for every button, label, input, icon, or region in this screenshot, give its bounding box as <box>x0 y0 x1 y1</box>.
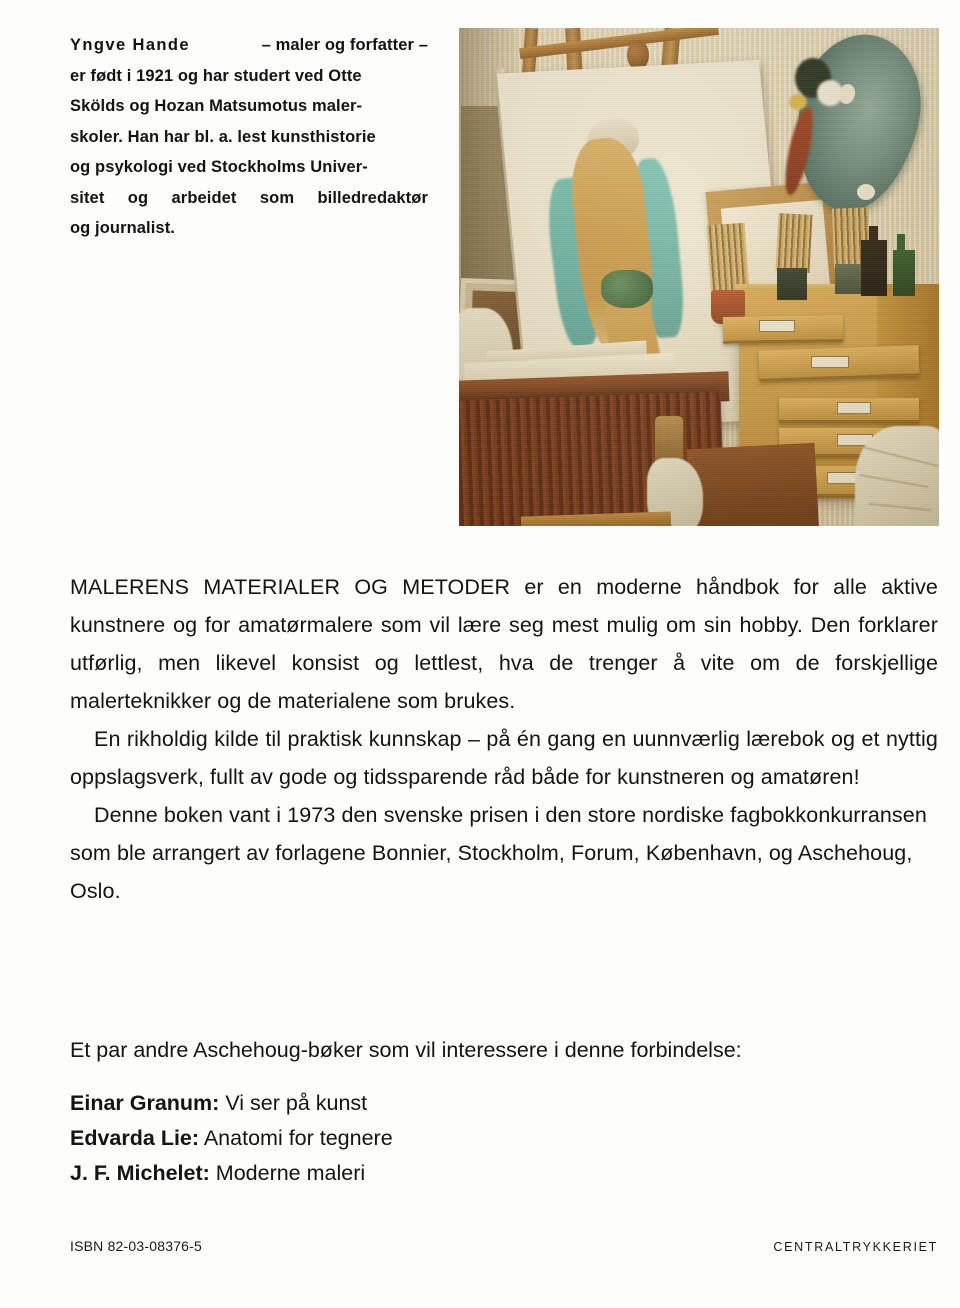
dark-jar <box>777 268 807 300</box>
related-book-author: Einar Granum: <box>70 1091 220 1115</box>
green-bottle <box>893 250 915 296</box>
brush-bundle-mid <box>776 213 813 273</box>
bio-line-6: sitet og arbeidet som billedredaktør <box>70 188 428 207</box>
palette-hole-lower <box>857 184 875 200</box>
bio-line-1: Yngve Hande – maler og forfatter – <box>70 36 428 54</box>
blurb-paragraph-3: Denne boken vant i 1973 den svenske prisen i den store nordiske fagbokkonkurransen som ble arrangert av forlagene Bonnier, Stockholm, Forum, København, og Aschehoug, Oslo. <box>70 803 927 903</box>
drawer-label-3 <box>837 402 871 414</box>
bio-line-4: skoler. Han har bl. a. lest kunsthistorie <box>70 127 376 146</box>
isbn-number: ISBN 82-03-08376-5 <box>70 1238 203 1254</box>
related-book-title: Moderne maleri <box>215 1161 366 1185</box>
related-book-author: Edvarda Lie: <box>70 1126 200 1150</box>
related-book-title: Anatomi for tegnere <box>203 1126 393 1150</box>
related-book-item <box>70 1121 890 1156</box>
bio-line-7: og journalist. <box>70 219 175 237</box>
author-bio-block <box>70 30 428 244</box>
related-book-item <box>70 1156 890 1191</box>
related-book-item <box>70 1086 890 1121</box>
drawer-label-1 <box>759 320 795 332</box>
blurb-paragraph-1: MALERENS MATERIALER OG METODER er en moderne håndbok for alle aktive kunstnere og for amatørmalere som vil lære seg mest mulig om sin hobby. Den forklarer utførlig, men likevel konsist og lettlest, hva de trenger å vite om de forskjellige malerteknikker og de materialene som brukes. <box>70 575 938 713</box>
dark-bottle <box>861 240 887 296</box>
foreground-shelf <box>687 443 820 526</box>
blurb-text <box>70 568 938 910</box>
studio-photograph <box>459 28 939 526</box>
drawer-label-2 <box>811 356 849 368</box>
related-book-author: J. F. Michelet: <box>70 1161 210 1185</box>
related-books-list <box>70 1086 890 1191</box>
related-books-intro: Et par andre Aschehoug-bøker som vil interessere i denne forbindelse: <box>70 1038 742 1062</box>
printer-name: CENTRALTRYKKERIET <box>773 1240 938 1254</box>
related-book-title: Vi ser på kunst <box>225 1091 368 1115</box>
blurb-paragraph-2: En rikholdig kilde til praktisk kunnskap – på én gang en uunnværlig lærebok og et nyttig oppslagsverk, fullt av gode og tidssparende råd både for kunstneren og amatøren! <box>70 727 938 789</box>
bio-line-5: og psykologi ved Stockholms Univer- <box>70 158 368 176</box>
green-vase <box>601 270 653 308</box>
bio-line-2: er født i 1921 og har studert ved Otte <box>70 66 362 85</box>
page-footer <box>70 1238 938 1254</box>
bio-line-3: Skölds og Hozan Matsumotus maler- <box>70 97 363 115</box>
related-books-section <box>70 1032 890 1191</box>
